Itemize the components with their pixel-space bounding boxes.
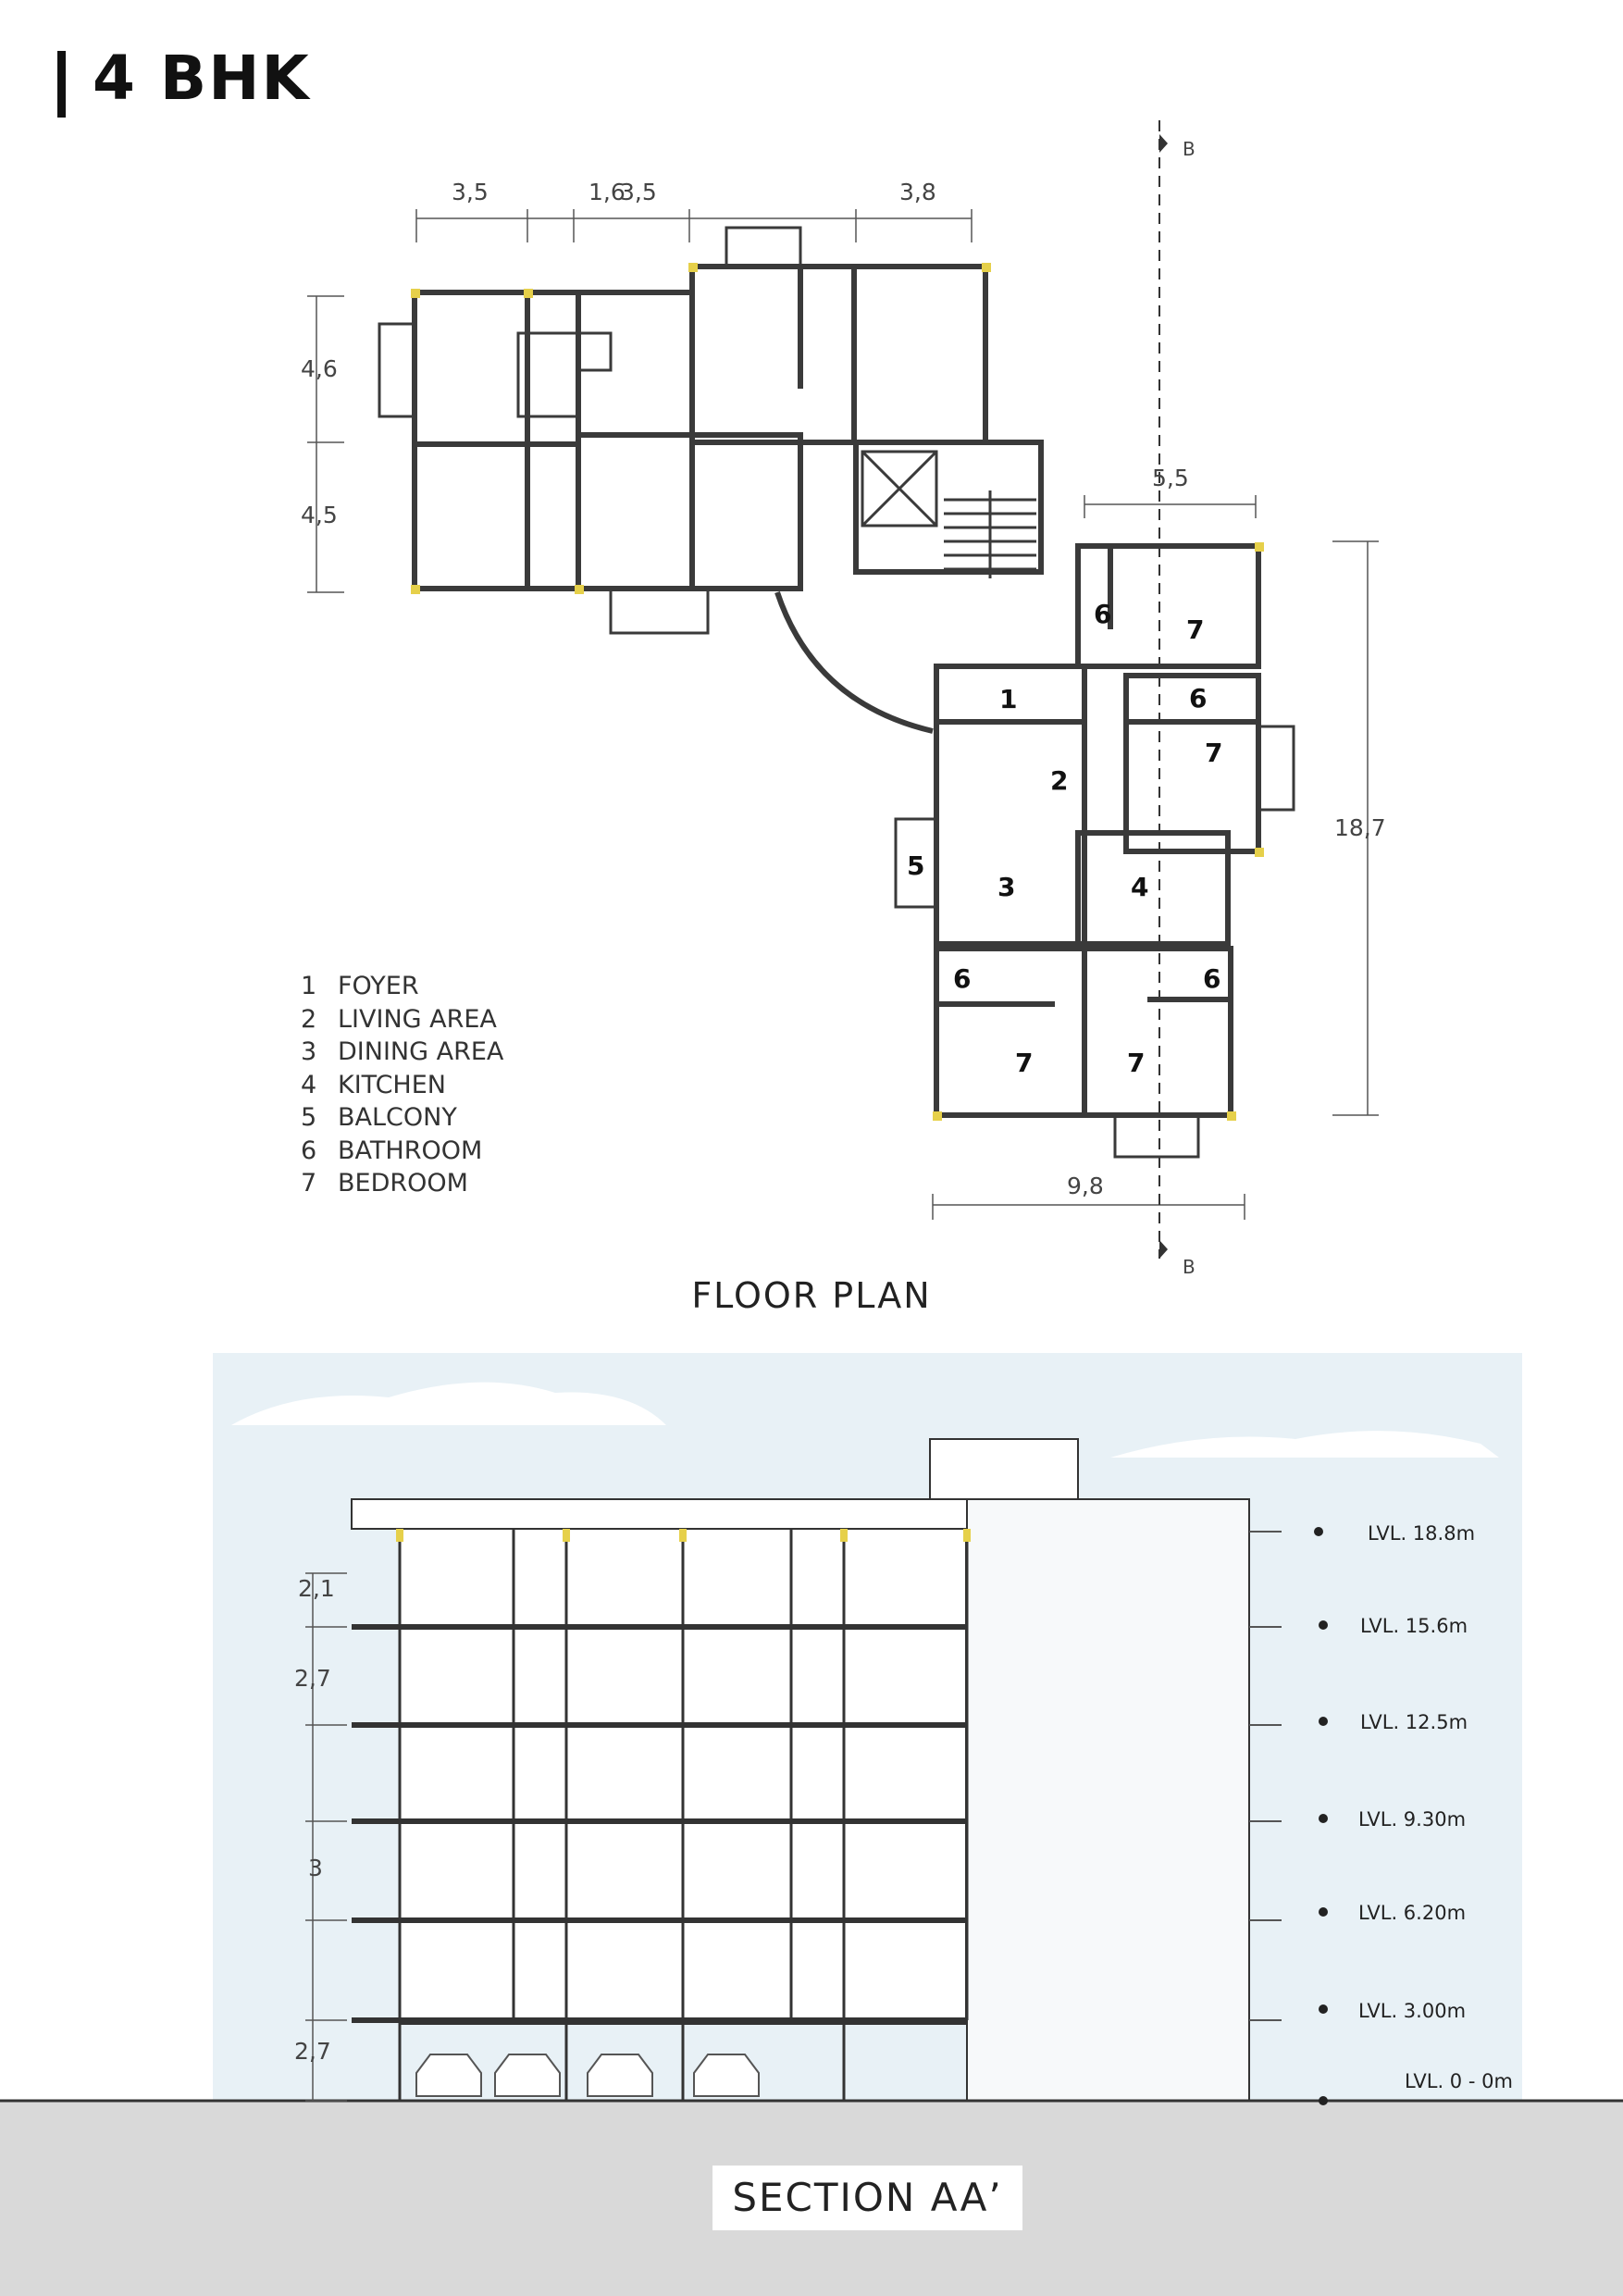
rooftop-room [930, 1439, 1078, 1499]
level-label: LVL. 12.5m [1360, 1711, 1468, 1733]
legend-item: 1 FOYER [301, 972, 419, 1000]
section-label-top: B [1183, 138, 1196, 160]
room-number: 6 [1189, 683, 1208, 714]
dim-top-4: 3,8 [899, 179, 936, 205]
wing-a-balconies [379, 228, 800, 633]
room-number: 7 [1015, 1048, 1034, 1078]
floor-plan-title: FLOOR PLAN [691, 1275, 932, 1316]
level-label: LVL. 6.20m [1358, 1902, 1467, 1924]
roof-slab [352, 1499, 967, 1529]
legend-item: 2 LIVING AREA [301, 1004, 497, 1034]
dim-bottom: 9,8 [1067, 1173, 1104, 1199]
room-number: 7 [1205, 738, 1223, 768]
dim-top-2: 1,6 [588, 179, 626, 205]
section-height-label: 2,7 [294, 1665, 331, 1692]
right-wing-mass [967, 1499, 1249, 2101]
level-label: LVL. 18.8m [1368, 1522, 1476, 1545]
dim-top-1: 3,5 [452, 179, 489, 205]
room-number: 4 [1131, 872, 1149, 902]
room-number: 3 [997, 872, 1016, 902]
room-number: 6 [1203, 963, 1221, 994]
page-title: 4 BHK [93, 43, 311, 114]
dim-left-2: 4,5 [301, 502, 338, 528]
section-label-bottom: B [1183, 1256, 1196, 1278]
section-height-label: 2,1 [298, 1575, 335, 1602]
wing-b-walls [936, 546, 1258, 1115]
section-title: SECTION AA’ [712, 2166, 1022, 2230]
room-number: 5 [907, 850, 925, 881]
level-label: LVL. 0 - 0m [1405, 2070, 1513, 2092]
room-number: 7 [1186, 614, 1205, 645]
dim-right-side: 18,7 [1334, 814, 1386, 841]
room-number: 2 [1050, 765, 1069, 796]
level-label: LVL. 9.30m [1358, 1808, 1467, 1831]
section-height-label: 3 [308, 1855, 323, 1881]
dim-left-1: 4,6 [301, 355, 338, 382]
legend-item: 7 BEDROOM [301, 1169, 468, 1198]
legend-item: 6 BATHROOM [301, 1136, 483, 1165]
columns [411, 263, 1264, 1121]
curved-wall [777, 592, 933, 731]
legend-item: 4 KITCHEN [301, 1070, 446, 1099]
dim-top-3: 3,5 [620, 179, 657, 205]
room-number: 6 [1094, 599, 1112, 629]
section-arrow-top [1159, 134, 1168, 153]
room-number: 6 [953, 963, 972, 994]
dim-right-top: 5,5 [1152, 465, 1189, 491]
left-dimension-line [307, 296, 344, 592]
legend-item: 5 BALCONY [301, 1103, 457, 1132]
legend-item: 3 DINING AREA [301, 1037, 504, 1066]
top-dimension-line [416, 209, 972, 242]
level-label: LVL. 15.6m [1360, 1615, 1468, 1637]
room-number: 1 [999, 684, 1018, 714]
stair-lift [862, 452, 1036, 578]
section-height-label: 2,7 [294, 2038, 331, 2065]
room-legend [301, 972, 503, 1202]
level-label: LVL. 3.00m [1358, 2000, 1467, 2022]
section-arrow-bottom [1159, 1240, 1168, 1259]
room-number: 7 [1127, 1048, 1146, 1078]
